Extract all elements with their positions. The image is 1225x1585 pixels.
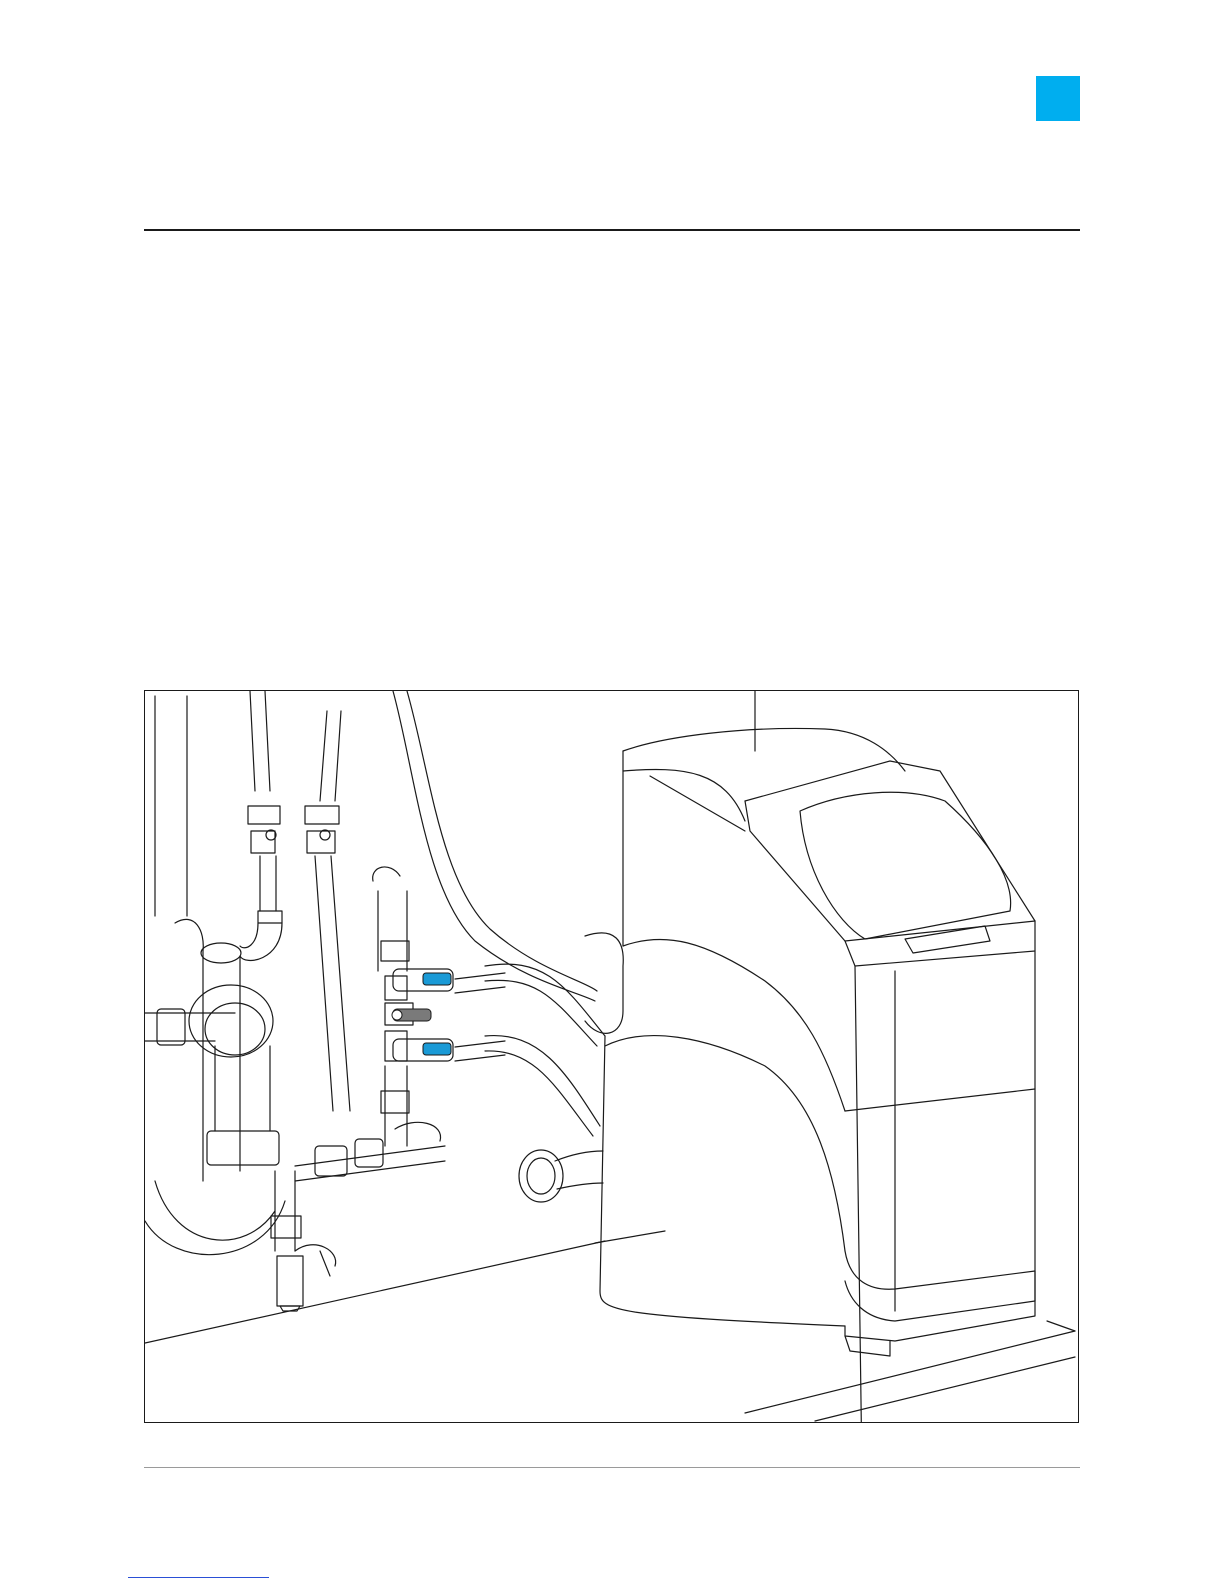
overflow-hose bbox=[393, 691, 597, 1001]
upper-supply-pipes bbox=[240, 691, 350, 1111]
valve-handles bbox=[392, 973, 451, 1055]
drain-pipe bbox=[145, 696, 285, 1255]
blue-valve-upper bbox=[423, 973, 451, 985]
blue-valve-lower bbox=[423, 1043, 451, 1055]
footer-rule bbox=[144, 1467, 1080, 1468]
water-softener bbox=[585, 728, 1035, 1423]
header-rule bbox=[144, 229, 1080, 231]
section-tab-marker bbox=[1036, 76, 1080, 121]
manifold bbox=[271, 867, 505, 1311]
footer-link-underline[interactable] bbox=[128, 1577, 269, 1578]
installation-figure bbox=[144, 690, 1079, 1423]
connection-hoses bbox=[485, 964, 605, 1202]
bypass-valve-hub bbox=[392, 1010, 402, 1020]
installation-illustration bbox=[145, 691, 1079, 1423]
